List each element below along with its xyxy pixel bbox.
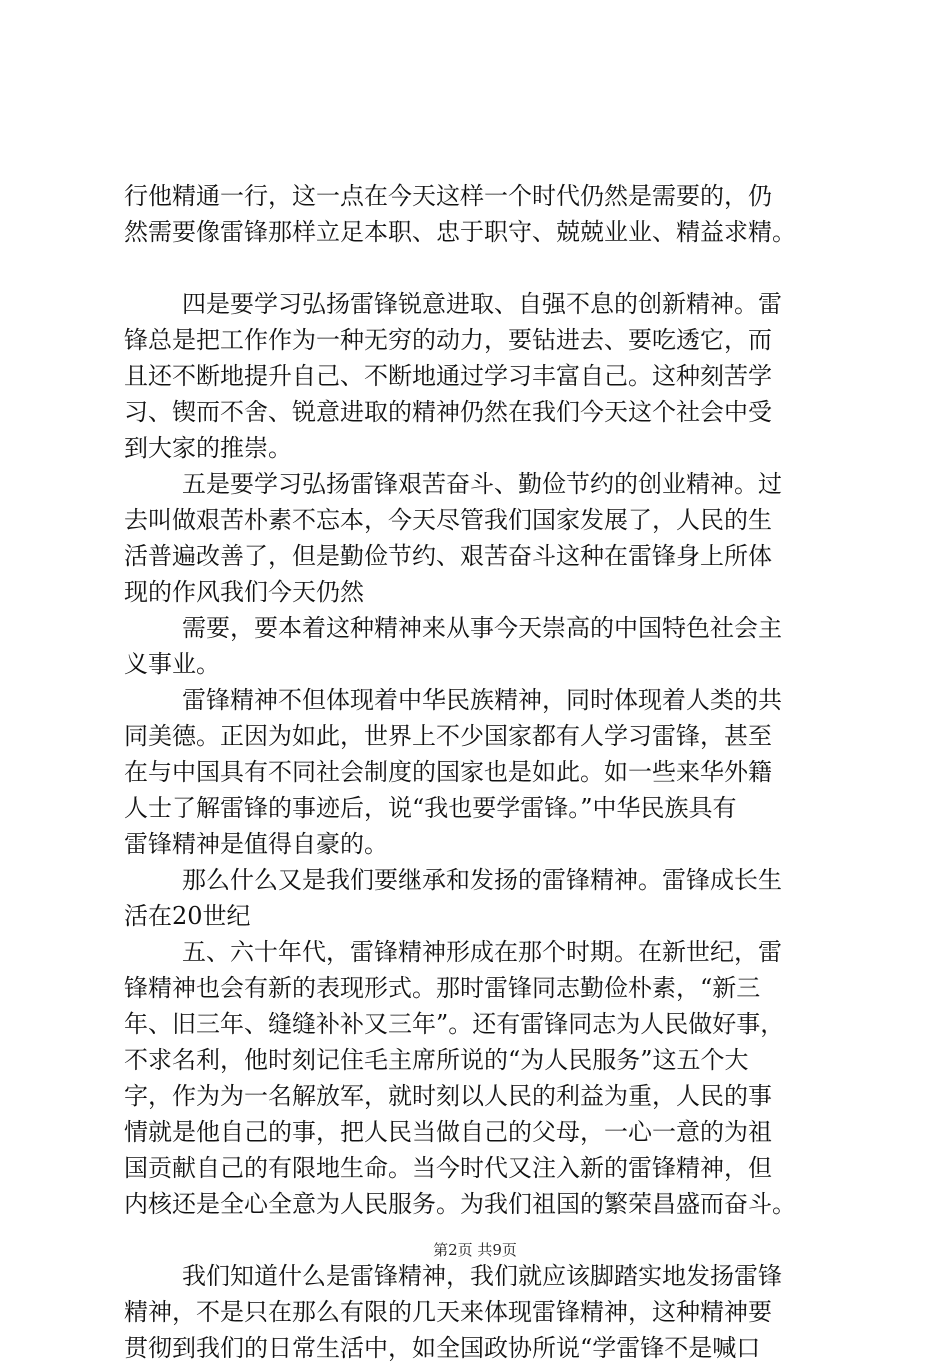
text-line: 需要，要本着这种精神来从事今天崇高的中国特色社会主 [182, 614, 782, 642]
text-line: 情就是他自己的事，把人民当做自己的父母，一心一意的为祖 [124, 1118, 772, 1146]
paragraph-gap [124, 250, 836, 286]
text-line: 习、锲而不舍、锐意进取的精神仍然在我们今天这个社会中受 [124, 398, 772, 426]
text-line: 四是要学习弘扬雷锋锐意进取、自强不息的创新精神。雷 [182, 290, 782, 318]
text-line: 到大家的推崇。 [124, 434, 292, 462]
text-line: 字，作为为一名解放军，就时刻以人民的利益为重，人民的事 [124, 1082, 772, 1110]
text-line: 同美德。正因为如此，世界上不少国家都有人学习雷锋，甚至 [124, 722, 772, 750]
text-line: 义事业。 [124, 650, 220, 678]
text-line: 行他精通一行，这一点在今天这样一个时代仍然是需要的，仍 [124, 182, 772, 210]
text-line: 不求名利，他时刻记住毛主席所说的“为人民服务”这五个大 [124, 1046, 749, 1074]
text-line: 五、六十年代，雷锋精神形成在那个时期。在新世纪，雷 [182, 938, 782, 966]
text-line: 雷锋精神不但体现着中华民族精神，同时体现着人类的共 [182, 686, 782, 714]
text-line: 内核还是全心全意为人民服务。为我们祖国的繁荣昌盛而奋斗。 [124, 1190, 796, 1218]
document-body [124, 178, 836, 1366]
text-line: 雷锋精神是值得自豪的。 [124, 830, 388, 858]
text-line: 五是要学习弘扬雷锋艰苦奋斗、勤俭节约的创业精神。过 [182, 470, 782, 498]
page-footer [0, 1240, 950, 1260]
text-line: 去叫做艰苦朴素不忘本，今天尽管我们国家发展了，人民的生 [124, 506, 772, 534]
text-line: 锋精神也会有新的表现形式。那时雷锋同志勤俭朴素，“新三 [124, 974, 761, 1002]
text-line: 贯彻到我们的日常生活中，如全国政协所说“学雷锋不是喊口 [124, 1334, 761, 1362]
text-line: 在与中国具有不同社会制度的国家也是如此。如一些来华外籍 [124, 758, 772, 786]
text-line: 年、旧三年、缝缝补补又三年”。还有雷锋同志为人民做好事， [124, 1010, 785, 1038]
text-line: 且还不断地提升自己、不断地通过学习丰富自己。这种刻苦学 [124, 362, 772, 390]
text-line: 然需要像雷锋那样立足本职、忠于职守、兢兢业业、精益求精。 [124, 218, 796, 246]
text-line: 现的作风我们今天仍然 [124, 578, 364, 606]
text-line: 活普遍改善了，但是勤俭节约、艰苦奋斗这种在雷锋身上所体 [124, 542, 772, 570]
text-line: 人士了解雷锋的事迹后，说“我也要学雷锋。”中华民族具有 [124, 794, 737, 822]
text-line: 那么什么又是我们要继承和发扬的雷锋精神。雷锋成长生 [182, 866, 782, 894]
text-line: 锋总是把工作作为一种无穷的动力，要钻进去、要吃透它，而 [124, 326, 772, 354]
text-line: 我们知道什么是雷锋精神，我们就应该脚踏实地发扬雷锋 [182, 1262, 782, 1290]
text-line: 活在20世纪 [124, 902, 251, 930]
text-line: 精神，不是只在那么有限的几天来体现雷锋精神，这种精神要 [124, 1298, 772, 1326]
text-line: 国贡献自己的有限地生命。当今时代又注入新的雷锋精神，但 [124, 1154, 772, 1182]
page-number: 第2页 共9页 [433, 1241, 517, 1259]
